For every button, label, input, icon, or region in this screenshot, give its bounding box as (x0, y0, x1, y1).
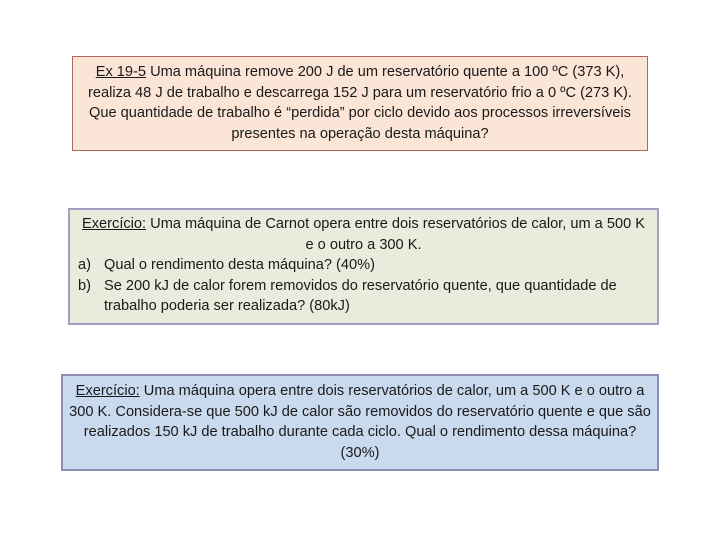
exercise-label: Ex 19-5 (95, 64, 147, 80)
item-marker: b) (78, 277, 91, 294)
question-item-a (76, 255, 651, 276)
carnot-exercise-box (68, 208, 659, 325)
question-item-b (76, 276, 651, 317)
exercise-label: Exercício: (82, 216, 147, 232)
exercise-text: Uma máquina opera entre dois reservatórios de calor, um a 500 K e o outro a 300 K. Considera-se que 500 kJ de calor são removidos do reservatório quente e que são realizados 150 kJ de trabalho durante cada ciclo. Qual o rendimento dessa máquina? (30%) (69, 383, 651, 461)
exercise-19-5-box (72, 56, 648, 151)
item-text: Se 200 kJ de calor forem removidos do reservatório quente, que quantidade de trabalho poderia ser realizada? (80kJ) (104, 277, 617, 314)
item-marker: a) (78, 257, 91, 273)
exercise-text: Uma máquina remove 200 J de um reservatório quente a 100 ºC (373 K), realiza 48 J de trabalho e descarrega 152 J para um reservatório frio a 0 ºC (273 K). Que quantidade de trabalho é “perdida” por ciclo devido aos processos irreversíveis presentes na operação desta máquina? (88, 64, 632, 142)
efficiency-exercise-box (61, 374, 659, 471)
item-text: Qual o rendimento desta máquina? (40%) (104, 257, 375, 273)
exercise-label: Exercício: (75, 383, 140, 399)
exercise-intro (76, 214, 651, 255)
exercise-intro-text: Uma máquina de Carnot opera entre dois reservatórios de calor, um a 500 K e o outro a 300 K. (146, 216, 645, 253)
